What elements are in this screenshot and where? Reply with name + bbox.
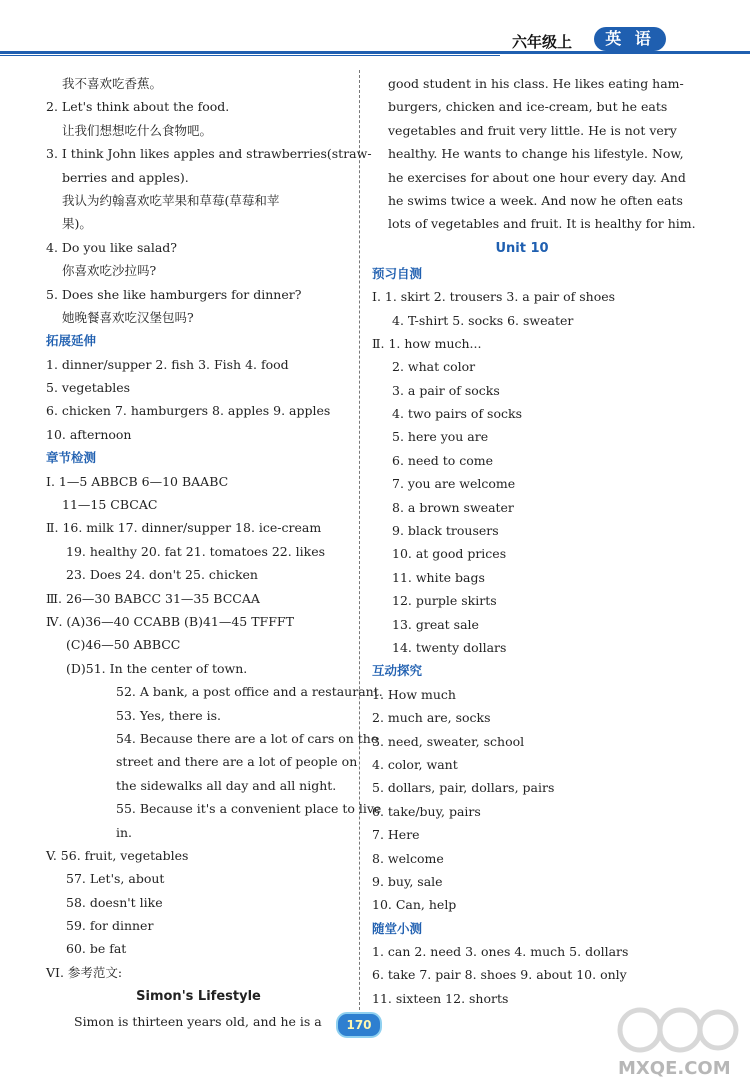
section-heading: 互动探究 <box>372 663 423 679</box>
answer-line: 2. what color <box>392 359 476 375</box>
answer-line: in. <box>116 824 133 840</box>
answer-line: 9. black trousers <box>392 523 499 539</box>
answer-line: 1. dinner/supper 2. fish 3. Fish 4. food <box>46 356 289 372</box>
section-heading: 预习自测 <box>372 265 423 281</box>
answer-line: 11—15 CBCAC <box>62 497 158 513</box>
answer-line: 让我们想想吃什么食物吧。 <box>62 122 213 138</box>
answer-line: 4. color, want <box>372 756 458 772</box>
answer-line: 6. take 7. pair 8. shoes 9. about 10. only <box>372 967 627 983</box>
answer-line: Ⅳ. (A)36—40 CCABB (B)41—45 TFFFT <box>46 613 294 629</box>
answer-line: 3. need, sweater, school <box>372 733 525 749</box>
answer-line: 13. great sale <box>392 616 479 632</box>
answer-line: 58. doesn't like <box>66 894 163 910</box>
answer-line: lots of vegetables and fruit. It is healthy for him. <box>388 216 696 232</box>
answer-line: 6. chicken 7. hamburgers 8. apples 9. apples <box>46 403 331 419</box>
answer-line: 她晚餐喜欢吃汉堡包吗? <box>62 309 194 325</box>
answer-line: 3. I think John likes apples and strawberries(straw- <box>46 146 372 162</box>
answer-line: 你喜欢吃沙拉吗? <box>62 263 157 279</box>
answer-line: 55. Because it's a convenient place to live <box>116 801 382 817</box>
answer-line: 10. Can, help <box>372 897 457 913</box>
answer-line: 10. at good prices <box>392 546 507 562</box>
answer-line: 2. Let's think about the food. <box>46 99 230 115</box>
section-heading: 拓展延伸 <box>46 333 97 349</box>
answer-line: 9. buy, sale <box>372 873 443 889</box>
essay-title: Simon's Lifestyle <box>136 989 261 1005</box>
answer-line: Ⅱ. 1. how much... <box>372 335 482 351</box>
answer-line: 3. a pair of socks <box>392 382 500 398</box>
answer-line: 6. take/buy, pairs <box>372 803 481 819</box>
answer-line: 11. sixteen 12. shorts <box>372 990 509 1006</box>
answer-line: healthy. He wants to change his lifestyle. Now, <box>388 146 684 162</box>
answer-line: V. 56. fruit, vegetables <box>46 847 189 863</box>
answer-line: 11. white bags <box>392 569 485 585</box>
answer-line: Ⅲ. 26—30 BABCC 31—35 BCCAA <box>46 590 260 606</box>
answer-line: berries and apples). <box>62 169 189 185</box>
answer-line: 4. Do you like salad? <box>46 239 177 255</box>
answer-line: 我不喜欢吃香蕉。 <box>62 76 163 91</box>
answer-line: 4. two pairs of socks <box>392 406 522 422</box>
answer-line: he swims twice a week. And now he often eats <box>388 192 683 208</box>
answer-line: 19. healthy 20. fat 21. tomatoes 22. likes <box>66 543 326 559</box>
answer-line: 57. Let's, about <box>66 871 165 887</box>
answer-line: 54. Because there are a lot of cars on the <box>116 730 379 746</box>
watermark-text: MXQE.COM <box>618 1058 731 1079</box>
answer-line: (D)51. In the center of town. <box>66 660 248 676</box>
answer-line: 5. dollars, pair, dollars, pairs <box>372 780 555 796</box>
answer-line: 8. a brown sweater <box>392 499 514 515</box>
answer-line: 4. T-shirt 5. socks 6. sweater <box>392 312 574 328</box>
answer-line: 23. Does 24. don't 25. chicken <box>66 567 258 583</box>
answer-line: (C)46—50 ABBCC <box>66 637 181 653</box>
answer-line: burgers, chicken and ice-cream, but he eats <box>388 99 668 115</box>
answer-line: 1. can 2. need 3. ones 4. much 5. dollars <box>372 944 629 960</box>
right-column <box>372 72 696 1010</box>
answer-line: 5. vegetables <box>46 380 131 396</box>
grade-label: 六年级上 <box>512 33 573 51</box>
unit-heading: Unit 10 <box>495 240 549 256</box>
page-number: 170 <box>336 1012 382 1038</box>
answer-line: 14. twenty dollars <box>392 639 507 655</box>
answer-line: 6. need to come <box>392 452 494 468</box>
answer-line: I. 1—5 ABBCB 6—10 BAABC <box>46 473 229 489</box>
answer-line: street and there are a lot of people on <box>116 754 358 770</box>
answer-line: 5. here you are <box>392 429 489 445</box>
answer-line: 5. Does she like hamburgers for dinner? <box>46 286 302 302</box>
section-heading: 章节检测 <box>46 450 97 466</box>
answer-line: vegetables and fruit very little. He is not very <box>388 122 677 138</box>
header-rule-thin <box>0 55 500 56</box>
answer-line: Ⅱ. 16. milk 17. dinner/supper 18. ice-cream <box>46 520 322 536</box>
answer-line: 果)。 <box>62 216 92 232</box>
answer-line: 8. welcome <box>372 850 444 866</box>
answer-line: VI. 参考范文: <box>46 964 123 980</box>
answer-line: 53. Yes, there is. <box>116 707 221 723</box>
answer-line: I. 1. skirt 2. trousers 3. a pair of shoes <box>372 289 616 305</box>
header-rule <box>0 51 750 54</box>
answer-line: 2. much are, socks <box>372 710 491 726</box>
answer-line: 1. How much <box>372 686 456 702</box>
answer-line: Simon is thirteen years old, and he is a <box>74 1014 322 1030</box>
answer-line: 7. you are welcome <box>392 476 516 492</box>
answer-line: 7. Here <box>372 827 420 843</box>
answer-line: the sidewalks all day and all night. <box>116 777 337 793</box>
answer-line: 59. for dinner <box>66 918 154 934</box>
answer-line: 我认为约翰喜欢吃苹果和草莓(草莓和苹 <box>62 192 280 208</box>
answer-line: 52. A bank, a post office and a restaurant. <box>116 684 383 700</box>
section-heading: 随堂小测 <box>372 920 423 936</box>
answer-line: 60. be fat <box>66 941 127 957</box>
subject-badge: 英 语 <box>594 27 666 51</box>
answer-line: he exercises for about one hour every day. And <box>388 169 686 185</box>
answer-line: good student in his class. He likes eating ham- <box>388 76 684 91</box>
column-divider <box>359 70 360 1030</box>
answer-line: 12. purple skirts <box>392 593 497 609</box>
answer-line: 10. afternoon <box>46 426 132 442</box>
